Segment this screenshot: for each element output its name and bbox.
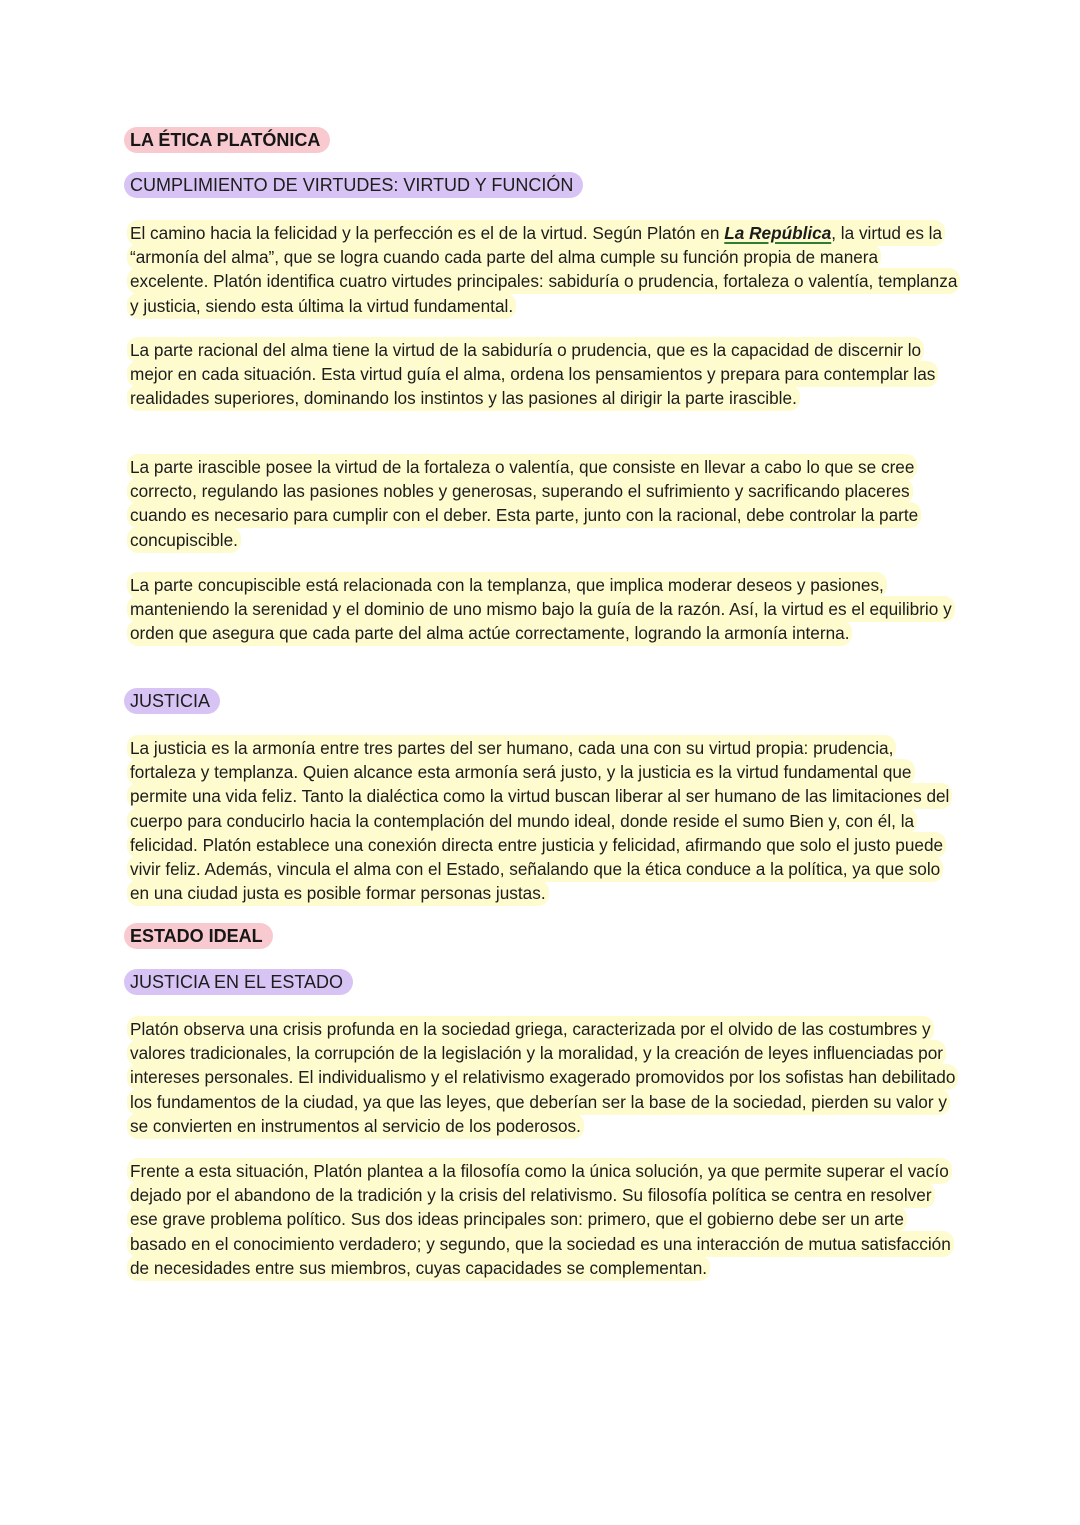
paragraph-text: Frente a esta situación, Platón plantea a la filosofía como la única solución, ya que permite superar el vacío dejado por el abandono de la tradición y la crisis del relativismo. Su filosofía política se centra en resolver ese grave problema político. Sus dos ideas principales son: primero, que el gobierno debe ser un arte basado en el conocimiento verdadero; y segundo, que la sociedad es una interacción de mutua satisfacción de necesidades entre sus miembros, cuyas capacidades se complementan. bbox=[130, 1161, 951, 1278]
paragraph-text: La parte racional del alma tiene la virtud de la sabiduría o prudencia, que es la capacidad de discernir lo mejor en cada situación. Esta virtud guía el alma, ordena los pensamientos y prepara para contemplar las realidades superiores, dominando los instintos y las pasiones al dirigir la parte irascible. bbox=[130, 340, 936, 409]
subtitle-cumplimiento-virtudes: CUMPLIMIENTO DE VIRTUDES: VIRTUD Y FUNCIÓN bbox=[124, 172, 583, 198]
paragraph-text-part: , la virtud es la “armonía del alma”, que se logra cuando cada parte del alma cumple su función propia de manera excelente. Platón identifica cuatro virtudes principales: sabiduría o prudencia, fortaleza o valentía, templanza y justicia, siendo esta última la virtud fundamental. bbox=[130, 223, 958, 316]
paragraph-justicia bbox=[130, 736, 960, 905]
paragraph-text: La parte concupiscible está relacionada con la templanza, que implica moderar deseos y pasiones, manteniendo la serenidad y el dominio de uno mismo bajo la guía de la razón. Así, la virtud es el equilibrio y orden que asegura que cada parte del alma actúe correctamente, logrando la armonía interna. bbox=[130, 575, 952, 644]
paragraph-virtud-armonia bbox=[130, 221, 960, 318]
section-subtitle-justicia bbox=[124, 688, 220, 714]
paragraph-text bbox=[130, 223, 957, 316]
subtitle-justicia: JUSTICIA bbox=[124, 688, 220, 714]
paragraph-parte-irascible bbox=[130, 455, 960, 552]
section-title-etica bbox=[124, 127, 330, 153]
subtitle-justicia-en-el-estado: JUSTICIA EN EL ESTADO bbox=[124, 969, 353, 995]
paragraph-crisis-griega bbox=[130, 1017, 960, 1138]
paragraph-filosofia-solucion bbox=[130, 1159, 960, 1280]
paragraph-text: Platón observa una crisis profunda en la sociedad griega, caracterizada por el olvido de las costumbres y valores tradicionales, la corrupción de la legislación y la moralidad, y la creación de leyes influenciadas por intereses personales. El individualismo y el relativismo exagerado promovidos por los sofistas han debilitado los fundamentos de la ciudad, ya que las leyes, que deberían ser la base de la sociedad, pierden su valor y se convierten en instrumentos al servicio de los poderosos. bbox=[130, 1019, 956, 1136]
title-estado-ideal: ESTADO IDEAL bbox=[124, 923, 273, 949]
section-subtitle-justicia-estado bbox=[124, 969, 353, 995]
paragraph-text-part: El camino hacia la felicidad y la perfección es el de la virtud. Según Platón en bbox=[130, 223, 725, 243]
section-subtitle-virtudes bbox=[124, 172, 583, 198]
title-etica-platonica: LA ÉTICA PLATÓNICA bbox=[124, 127, 330, 153]
paragraph-parte-racional bbox=[130, 338, 960, 411]
paragraph-text: La parte irascible posee la virtud de la fortaleza o valentía, que consiste en llevar a cabo lo que se cree correcto, regulando las pasiones nobles y generosas, superando el sufrimiento y sacrificando placeres cuando es necesario para cumplir con el deber. Esta parte, junto con la racional, debe controlar la parte concupiscible. bbox=[130, 457, 919, 550]
paragraph-parte-concupiscible bbox=[130, 573, 960, 646]
section-title-estado bbox=[124, 923, 273, 949]
book-title-la-republica: La República bbox=[724, 223, 832, 243]
paragraph-text: La justicia es la armonía entre tres partes del ser humano, cada una con su virtud propia: prudencia, fortaleza y templanza. Quien alcance esta armonía será justo, y la justicia es la virtud fundamental que permite una vida feliz. Tanto la dialéctica como la virtud buscan liberar al ser humano de las limitaciones del cuerpo para conducirlo hacia la contemplación del mundo ideal, donde reside el sumo Bien y, con él, la felicidad. Platón establece una conexión directa entre justicia y felicidad, afirmando que solo el justo puede vivir feliz. Además, vincula el alma con el Estado, señalando que la ética conduce a la política, ya que solo en una ciudad justa es posible formar personas justas. bbox=[130, 738, 950, 904]
